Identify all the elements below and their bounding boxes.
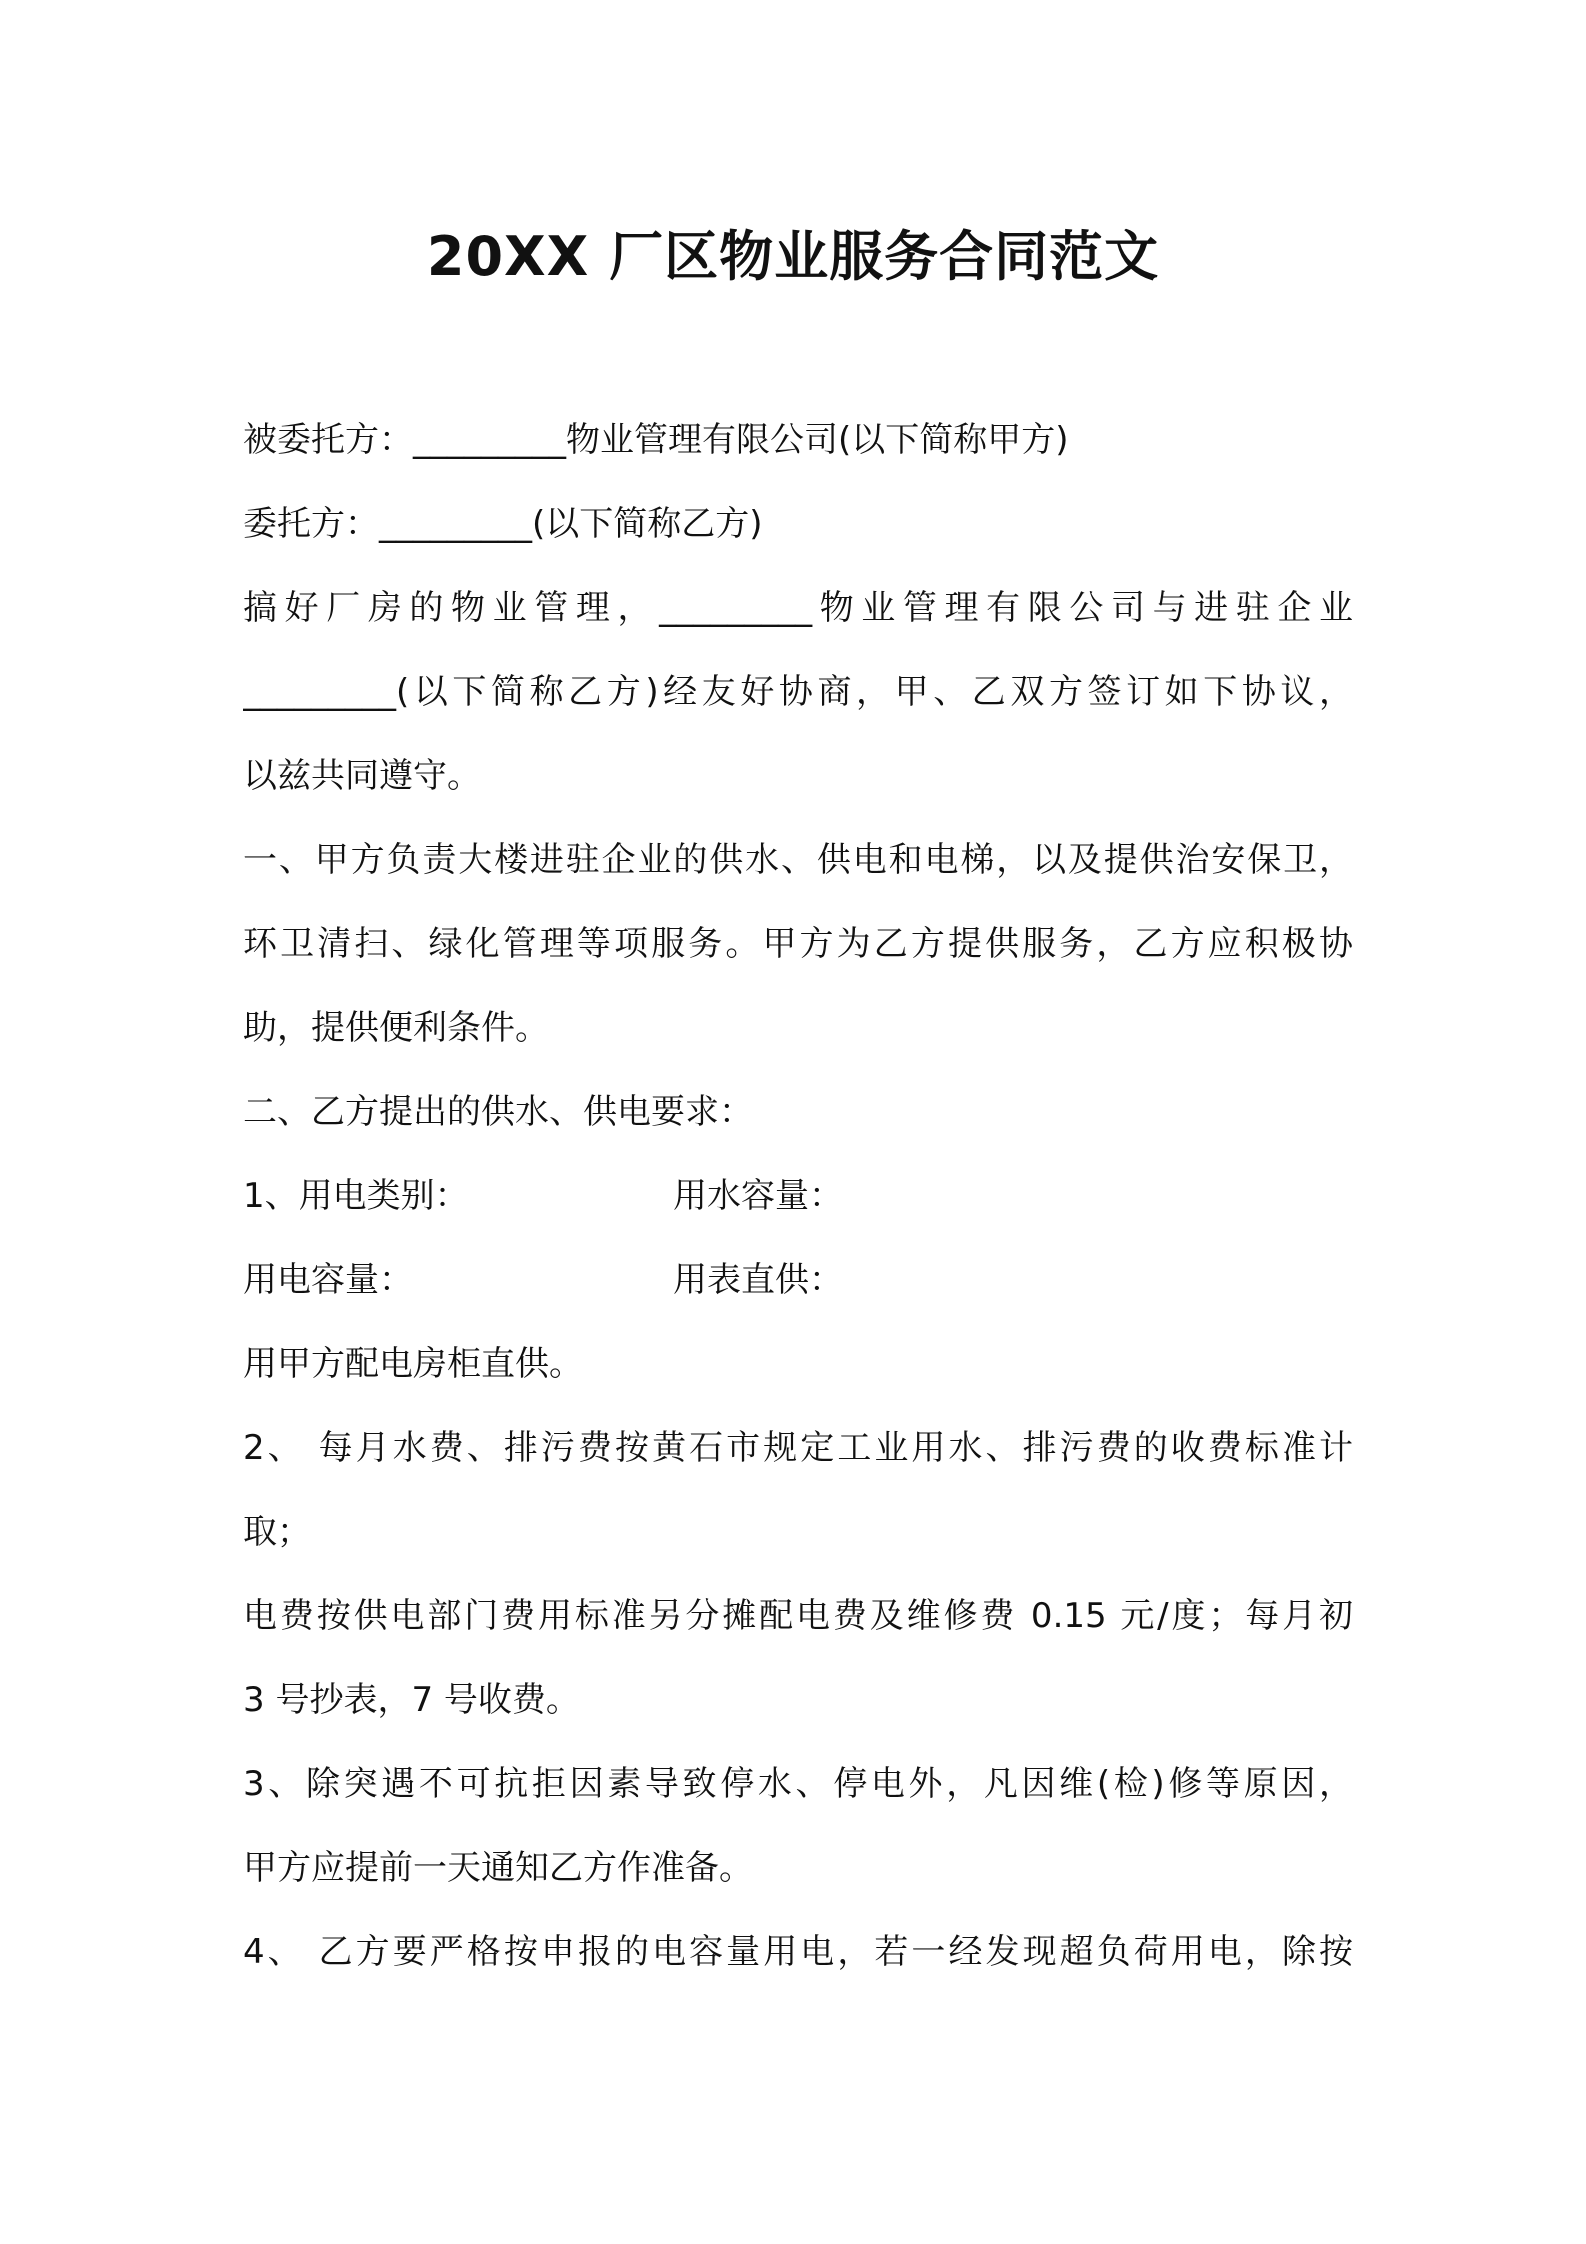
water-capacity-label: 用水容量： [673,1176,843,1216]
text-line-item-3a: 3、除突遇不可抗拒因素导致停水、停电外，凡因维(检)修等原因， [243,1764,1353,1804]
text-line-power-supply: 用甲方配电房柜直供。 [243,1344,583,1384]
text-line-electricity-capacity-row [243,1238,1353,1322]
text-line-item-2b: 取； [243,1512,311,1552]
text-line-item-4a: 4、 乙方要严格按申报的电容量用电，若一经发现超负荷用电，除按 [243,1932,1353,1972]
electricity-type-label: 1、用电类别： [243,1176,469,1216]
text-line-electricity-fee-a: 电费按供电部门费用标准另分摊配电费及维修费 0.15 元/度；每月初 [243,1596,1353,1636]
text-line-clause-1c: 助，提供便利条件。 [243,1008,549,1048]
text-line-clause-1b: 环卫清扫、绿化管理等项服务。甲方为乙方提供服务，乙方应积极协 [243,924,1353,964]
text-line-electricity-fee-b: 3 号抄表，7 号收费。 [243,1680,580,1720]
text-line-entrusted-party: 被委托方：_________物业管理有限公司(以下简称甲方) [243,420,1069,460]
document-title: 20XX 厂区物业服务合同范文 [426,225,1160,288]
text-line-clause-1a: 一、甲方负责大楼进驻企业的供水、供电和电梯，以及提供治安保卫， [243,840,1353,880]
text-line-clause-2-heading: 二、乙方提出的供水、供电要求： [243,1092,753,1132]
text-line-preamble-2: _________(以下简称乙方)经友好协商，甲、乙双方签订如下协议， [243,672,1353,712]
meter-direct-supply-label: 用表直供： [673,1260,843,1300]
text-line-preamble-3: 以兹共同遵守。 [243,756,481,796]
text-line-item-3b: 甲方应提前一天通知乙方作准备。 [243,1848,753,1888]
text-line-item-2a: 2、 每月水费、排污费按黄石市规定工业用水、排污费的收费标准计 [243,1428,1353,1468]
text-line-electricity-type-row [243,1154,1353,1238]
electricity-capacity-label: 用电容量： [243,1260,413,1300]
document-body [243,398,1353,1994]
text-line-preamble-1: 搞好厂房的物业管理，_________物业管理有限公司与进驻企业 [243,588,1353,628]
text-line-entrusting-party: 委托方：_________(以下简称乙方) [243,504,763,544]
